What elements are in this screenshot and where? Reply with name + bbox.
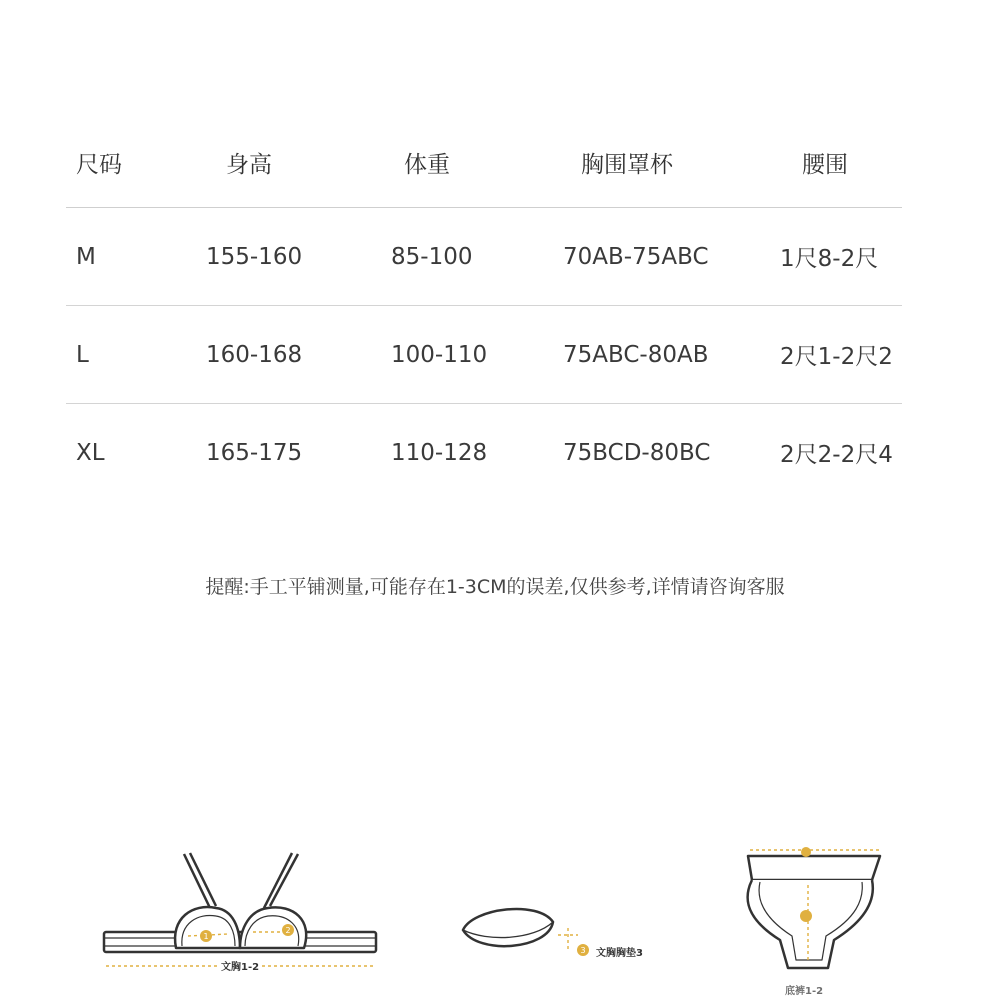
bra-measure-label: 文胸1-2 [218, 958, 262, 973]
cell-waist: 1尺8-2尺 [780, 246, 879, 272]
table-row [66, 208, 902, 306]
cell-bust-cup: 75ABC-80AB [563, 341, 709, 368]
cell-height: 155-160 [206, 243, 303, 270]
marker-1-label: 1 [203, 932, 209, 941]
brief-illustration [730, 840, 890, 997]
cell-height: 160-168 [206, 341, 303, 368]
header-waist: 腰围 [802, 152, 848, 178]
cell-weight: 110-128 [391, 439, 488, 466]
header-height: 身高 [226, 152, 272, 178]
pad-illustration [458, 900, 668, 970]
cell-bust-cup: 70AB-75ABC [563, 243, 709, 270]
cell-waist: 2尺2-2尺4 [780, 442, 893, 468]
cell-size: M [76, 243, 96, 270]
waist-marker-icon [801, 847, 811, 857]
header-bust-cup: 胸围罩杯 [581, 152, 673, 178]
marker-2-label: 2 [285, 926, 291, 935]
cell-height: 165-175 [206, 439, 303, 466]
header-weight: 体重 [404, 152, 450, 178]
header-size: 尺码 [76, 152, 122, 178]
cell-size: XL [76, 439, 105, 466]
rise-marker-icon [800, 910, 812, 922]
table-row [66, 404, 902, 501]
pad-drawing [458, 900, 668, 970]
bra-illustration [98, 848, 383, 978]
cell-weight: 100-110 [391, 341, 488, 368]
cell-waist: 2尺1-2尺2 [780, 344, 893, 370]
table-header-row [66, 118, 902, 208]
cell-size: L [76, 341, 89, 368]
marker-3-label: 3 [580, 946, 586, 955]
brief-drawing [730, 840, 890, 990]
table-row [66, 306, 902, 404]
brief-measure-label: 底裤1-2 [785, 986, 824, 997]
measurement-note: 提醒:手工平铺测量,可能存在1-3CM的误差,仅供参考,详情请咨询客服 [205, 576, 785, 598]
pad-measure-label: 文胸胸垫3 [596, 948, 643, 959]
cell-weight: 85-100 [391, 243, 473, 270]
cell-bust-cup: 75BCD-80BC [563, 439, 711, 466]
size-table [66, 118, 902, 501]
